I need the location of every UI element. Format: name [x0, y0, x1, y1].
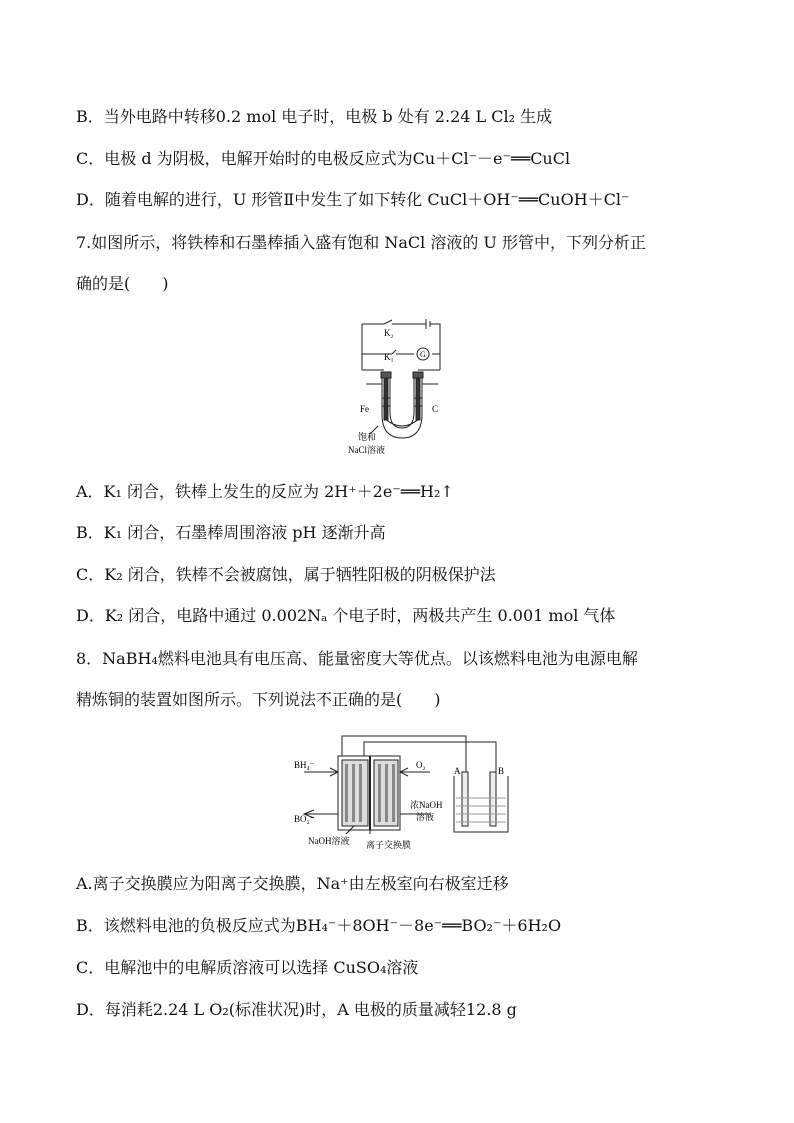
q8-stem-line2: 精炼铜的装置如图所示。下列说法不正确的是( ) [76, 690, 441, 709]
q8-option-a: A.离子交换膜应为阳离子交换膜，Na⁺由左极室向右极室迁移 [76, 874, 509, 893]
electrode-a-label: A [454, 766, 461, 776]
k2-label: K₂ [384, 328, 394, 338]
q8-stem-line1: 8．NaBH₄燃料电池具有电压高、能量密度大等优点。以该燃料电池为电源电解 [76, 649, 638, 668]
bh4-label: BH₄⁻ [294, 760, 315, 770]
naoh-conc-label-line1: 浓NaOH [410, 800, 443, 810]
solution-label-line2: NaCl溶液 [348, 445, 385, 455]
q7-option-b: B．K₁ 闭合，石墨棒周围溶液 pH 逐渐升高 [76, 523, 386, 542]
naoh-conc-label-line2: 溶液 [416, 812, 435, 822]
electrode-b-label: B [498, 766, 505, 776]
q8-option-d: D．每消耗2.24 L O₂(标准状况)时，A 电极的质量减轻12.8 g [76, 1000, 517, 1019]
q7-option-a: A．K₁ 闭合，铁棒上发生的反应为 2H⁺＋2e⁻══H₂↑ [76, 482, 454, 501]
k1-label: K₁ [384, 352, 394, 362]
q7-stem-line1: 7.如图所示，将铁棒和石墨棒插入盛有饱和 NaCl 溶液的 U 形管中，下列分析正 [76, 233, 646, 252]
q6-option-b: B．当外电路中转移0.2 mol 电子时，电极 b 处有 2.24 L Cl₂ 生成 [76, 107, 553, 126]
o2-label: O₂ [416, 760, 426, 770]
q6-option-d: D．随着电解的进行，U 形管Ⅱ中发生了如下转化 CuCl＋OH⁻══CuOH＋Cl⁻ [76, 190, 630, 209]
c-label: C [432, 404, 439, 414]
solution-label-line1: 饱和 [358, 432, 377, 442]
q6-option-c: C．电极 d 为阴极，电解开始时的电极反应式为Cu＋Cl⁻－e⁻══CuCl [76, 149, 571, 168]
q7-figure-u-tube [340, 314, 450, 460]
naoh-solution-label: NaOH溶液 [308, 836, 350, 846]
fe-label: Fe [360, 404, 369, 414]
membrane-label: 离子交换膜 [366, 840, 412, 850]
q7-option-c: C．K₂ 闭合，铁棒不会被腐蚀，属于牺牲阳极的阴极保护法 [76, 565, 496, 584]
q8-option-c: C．电解池中的电解质溶液可以选择 CuSO₄溶液 [76, 958, 419, 977]
q7-option-d: D．K₂ 闭合，电路中通过 0.002Nₐ 个电子时，两极共产生 0.001 mol 气体 [76, 606, 616, 625]
bo2-label: BO₂⁻ [294, 814, 315, 824]
q8-option-b: B．该燃料电池的负极反应式为BH₄⁻＋8OH⁻－8e⁻══BO₂⁻＋6H₂O [76, 916, 562, 935]
q7-stem-line2: 确的是( ) [76, 274, 169, 293]
q8-figure-fuel-cell [290, 732, 512, 854]
galvanometer-label: G [420, 350, 426, 359]
